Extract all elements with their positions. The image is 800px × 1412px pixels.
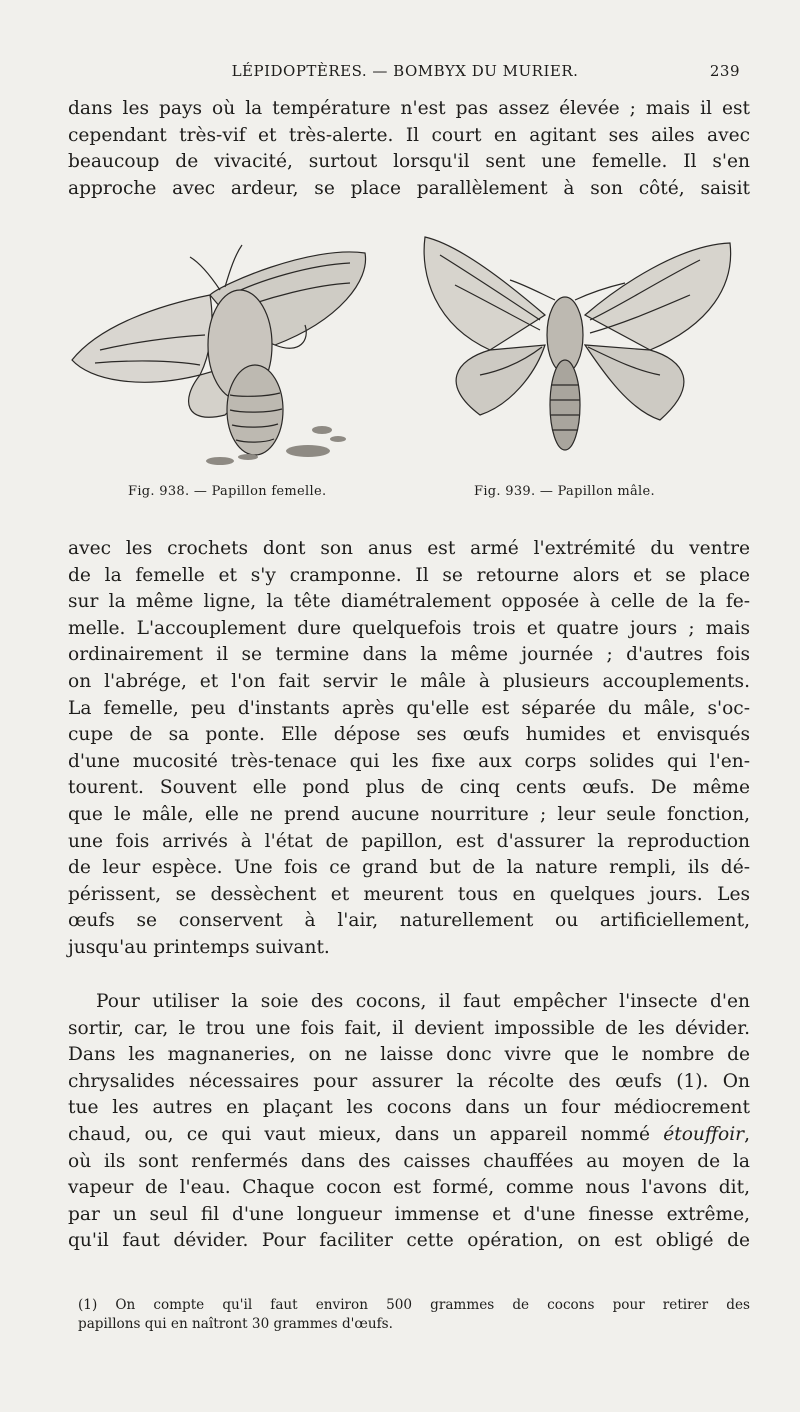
text-line: jusqu'au printemps suivant. (68, 936, 330, 958)
text-line: La femelle, peu d'instants après qu'elle est séparée du mâle, s'oc- (68, 697, 750, 719)
footnote (78, 1296, 750, 1334)
male-moth-illustration (424, 237, 731, 450)
text-line: tourent. Souvent elle pond plus de cinq cents œufs. De même (68, 777, 750, 799)
figure-938-caption: Fig. 938. — Papillon femelle. (128, 484, 327, 499)
running-title: LÉPIDOPTÈRES. — BOMBYX DU MURIER. (231, 62, 579, 80)
text-line: de leur espèce. Une fois ce grand but de la nature rempli, ils dé- (68, 857, 750, 879)
text-line: une fois arrivés à l'état de papillon, est d'assurer la reproduction (68, 830, 750, 852)
paragraph-1 (68, 96, 750, 202)
page-number: 239 (709, 62, 740, 80)
text-line: approche avec ardeur, se place parallèlement à son côté, saisit (68, 177, 750, 199)
text-line: périssent, se dessèchent et meurent tous en quelques jours. Les (68, 883, 750, 905)
text-line: d'une mucosité très-tenace qui les fixe aux corps solides qui l'en- (68, 750, 750, 772)
text-line: dans les pays où la température n'est pas assez élevée ; mais il est (68, 98, 750, 119)
text-line: sortir, car, le trou une fois fait, il devient impossible de les dévider. (68, 1017, 750, 1039)
text-line: œufs se conservent à l'air, naturellement ou artificiellement, (68, 910, 750, 932)
running-header (70, 62, 740, 84)
female-moth-illustration (72, 245, 366, 465)
text-line: sur la même ligne, la tête diamétralement opposée à celle de la fe- (68, 591, 750, 613)
text-line: Pour utiliser la soie des cocons, il faut empêcher l'insecte d'en (96, 991, 750, 1012)
text-line: que le mâle, elle ne prend aucune nourriture ; leur seule fonction, (68, 803, 750, 825)
text-line: vapeur de l'eau. Chaque cocon est formé, comme nous l'avons dit, (68, 1177, 750, 1199)
moth-engravings (60, 225, 750, 485)
text-line: Dans les magnaneries, on ne laisse donc vivre que le nombre de (68, 1044, 750, 1066)
text-line: de la femelle et s'y cramponne. Il se retourne alors et se place (68, 564, 750, 586)
paragraph-3 (68, 989, 750, 1255)
moth-illustrations (60, 225, 750, 505)
text-line-with-italic (68, 1122, 750, 1149)
text-segment: chaud, ou, ce qui vaut mieux, dans un appareil nommé (68, 1123, 651, 1145)
text-line: où ils sont renfermés dans des caisses chauffées au moyen de la (68, 1150, 750, 1172)
text-line: chrysalides nécessaires pour assurer la récolte des œufs (1). On (68, 1070, 750, 1092)
text-line: melle. L'accouplement dure quelquefois trois et quatre jours ; mais (68, 617, 750, 639)
footnote-line: papillons qui en naîtront 30 grammes d'œufs. (78, 1316, 393, 1332)
text-line: par un seul fil d'une longueur immense et d'une finesse extrême, (68, 1203, 750, 1225)
text-line: beaucoup de vivacité, surtout lorsqu'il sent une femelle. Il s'en (68, 151, 750, 173)
text-line: ordinairement il se termine dans la même journée ; d'autres fois (68, 644, 750, 666)
footnote-line: (1) On compte qu'il faut environ 500 grammes de cocons pour retirer des (78, 1297, 750, 1313)
text-line: on l'abrége, et l'on fait servir le mâle à plusieurs accouplements. (68, 670, 750, 692)
text-line: qu'il faut dévider. Pour faciliter cette opération, on est obligé de (68, 1230, 750, 1252)
italic-term: étouffoir (663, 1123, 745, 1145)
figure-939-caption: Fig. 939. — Papillon mâle. (474, 484, 655, 499)
text-line: cependant très-vif et très-alerte. Il court en agitant ses ailes avec (68, 124, 750, 146)
paragraph-2 (68, 536, 750, 962)
text-line: tue les autres en plaçant les cocons dans un four médiocrement (68, 1097, 750, 1119)
text-line: cupe de sa ponte. Elle dépose ses œufs humides et envisqués (68, 724, 750, 746)
punctuation: , (744, 1123, 750, 1145)
text-line: avec les crochets dont son anus est armé l'extrémité du ventre (68, 538, 750, 559)
